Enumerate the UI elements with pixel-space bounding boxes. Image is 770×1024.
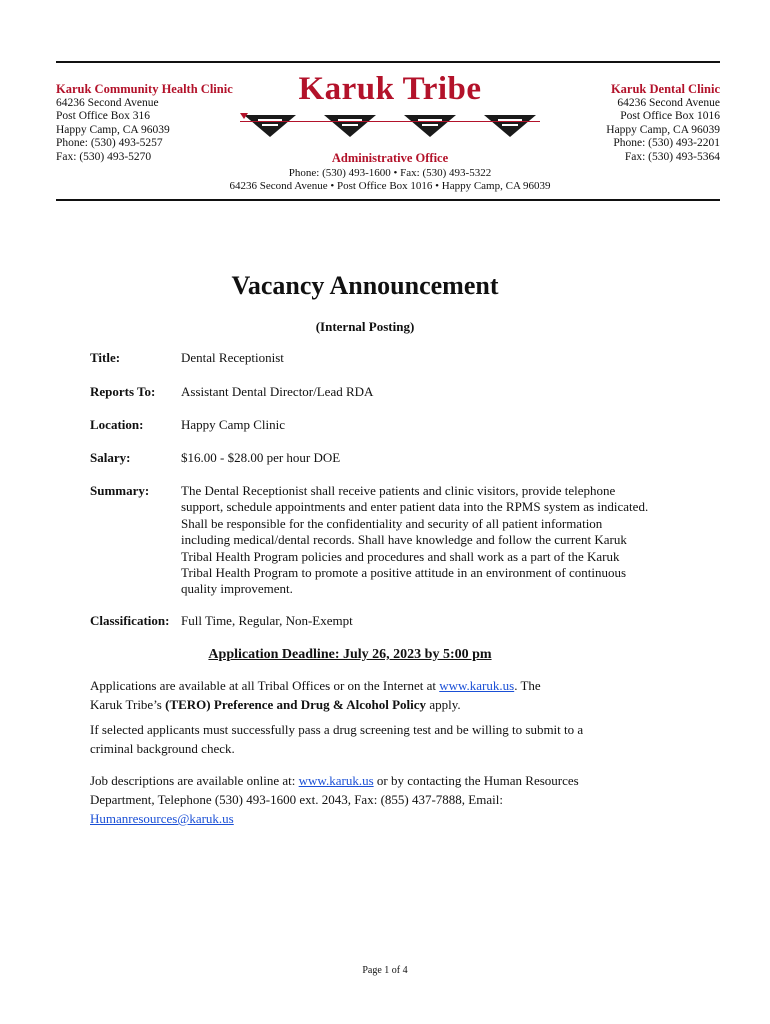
dental-clinic-title: Karuk Dental Clinic	[610, 82, 720, 96]
summary-line: including medical/dental records. Shall have knowledge and follow the current Karuk	[181, 532, 627, 548]
dental-clinic-block	[606, 82, 720, 164]
karuk-website-link[interactable]: www.karuk.us	[298, 773, 374, 788]
tero-text: Karuk Tribe’s	[90, 697, 166, 712]
health-clinic-city: Happy Camp, CA 96039	[56, 123, 170, 136]
health-clinic-address1: 64236 Second Avenue	[56, 97, 159, 109]
health-clinic-address2: Post Office Box 316	[56, 110, 151, 123]
reports-to-label: Reports To:	[90, 384, 156, 399]
health-clinic-title: Karuk Community Health Clinic	[56, 82, 233, 96]
summary-text	[181, 483, 681, 598]
job-descriptions-paragraph	[90, 771, 690, 828]
classification-value: Full Time, Regular, Non-Exempt	[181, 613, 353, 628]
tero-policy-text: (TERO) Preference and Drug & Alcohol Policy	[165, 697, 427, 712]
summary-line: quality improvement.	[181, 581, 293, 597]
page-title: Vacancy Announcement	[231, 271, 499, 300]
title-label: Title:	[90, 350, 121, 365]
jobdesc-line-3	[90, 809, 690, 828]
screening-line-1: If selected applicants must successfully pass a drug screening test and be willing to submit to a	[90, 722, 584, 737]
salary-value: $16.00 - $28.00 per hour DOE	[181, 450, 341, 465]
header-top-rule	[56, 61, 720, 63]
summary-line: support, schedule appointments and enter patient data into the RPMS system as indicated.	[181, 499, 649, 515]
salary-label: Salary:	[90, 450, 131, 465]
health-clinic-fax: Fax: (530) 493-5270	[56, 150, 152, 163]
jobdesc-text: Job descriptions are available online at:	[90, 773, 299, 788]
header-bottom-rule	[56, 199, 720, 201]
summary-line: The Dental Receptionist shall receive patients and clinic visitors, provide telephone	[181, 483, 616, 498]
summary-line: Shall be responsible for the confidentiality and security of all patient information	[181, 515, 603, 531]
applications-text: Applications are available at all Tribal Offices or on the Internet at	[90, 678, 440, 693]
applications-line-1	[90, 676, 690, 695]
summary-line: Tribal Health Program to promote a positive attitude in an environment of continuous	[181, 565, 627, 581]
admin-office-phone-fax: Phone: (530) 493-1600 • Fax: (530) 493-5322	[288, 167, 492, 179]
reports-to-value: Assistant Dental Director/Lead RDA	[181, 384, 374, 399]
applications-line-2	[90, 695, 690, 714]
title-value: Dental Receptionist	[181, 350, 284, 365]
tero-text-end: apply.	[426, 697, 461, 712]
classification-label: Classification:	[90, 613, 170, 628]
tribe-logo-title: Karuk Tribe	[298, 71, 482, 107]
jobdesc-text-end: or by contacting the Human Resources	[373, 773, 579, 788]
summary-label: Summary:	[90, 483, 150, 498]
admin-office-title: Administrative Office	[331, 151, 449, 165]
application-deadline: Application Deadline: July 26, 2023 by 5:00 pm	[208, 647, 492, 662]
page-subtitle: (Internal Posting)	[315, 319, 415, 334]
dental-clinic-phone: Phone: (530) 493-2201	[613, 137, 720, 150]
admin-office-address: 64236 Second Avenue • Post Office Box 1016 • Happy Camp, CA 96039	[229, 180, 551, 192]
tribal-pattern-logo	[240, 109, 540, 139]
location-value: Happy Camp Clinic	[181, 417, 285, 432]
health-clinic-phone: Phone: (530) 493-5257	[56, 137, 163, 150]
dental-clinic-city: Happy Camp, CA 96039	[606, 123, 720, 136]
applications-paragraph	[90, 676, 690, 714]
dental-clinic-address2: Post Office Box 1016	[620, 110, 720, 123]
screening-line-2: criminal background check.	[90, 741, 235, 756]
jobdesc-line-2: Department, Telephone (530) 493-1600 ext. 2043, Fax: (855) 437-7888, Email:	[90, 792, 503, 807]
karuk-website-link[interactable]: www.karuk.us	[439, 678, 515, 693]
health-clinic-block	[56, 82, 233, 164]
jobdesc-line-1	[90, 771, 690, 790]
hr-email-link[interactable]: Humanresources@karuk.us	[90, 811, 234, 826]
screening-paragraph	[90, 720, 690, 758]
dental-clinic-fax: Fax: (530) 493-5364	[624, 150, 720, 163]
location-label: Location:	[90, 417, 144, 432]
summary-line: Tribal Health Program policies and procedures and shall work as a part of the Karuk	[181, 548, 620, 564]
applications-text-end: . The	[514, 678, 541, 693]
dental-clinic-address1: 64236 Second Avenue	[617, 97, 720, 109]
admin-office-contact	[190, 167, 590, 193]
page-number: Page 1 of 4	[362, 965, 408, 976]
